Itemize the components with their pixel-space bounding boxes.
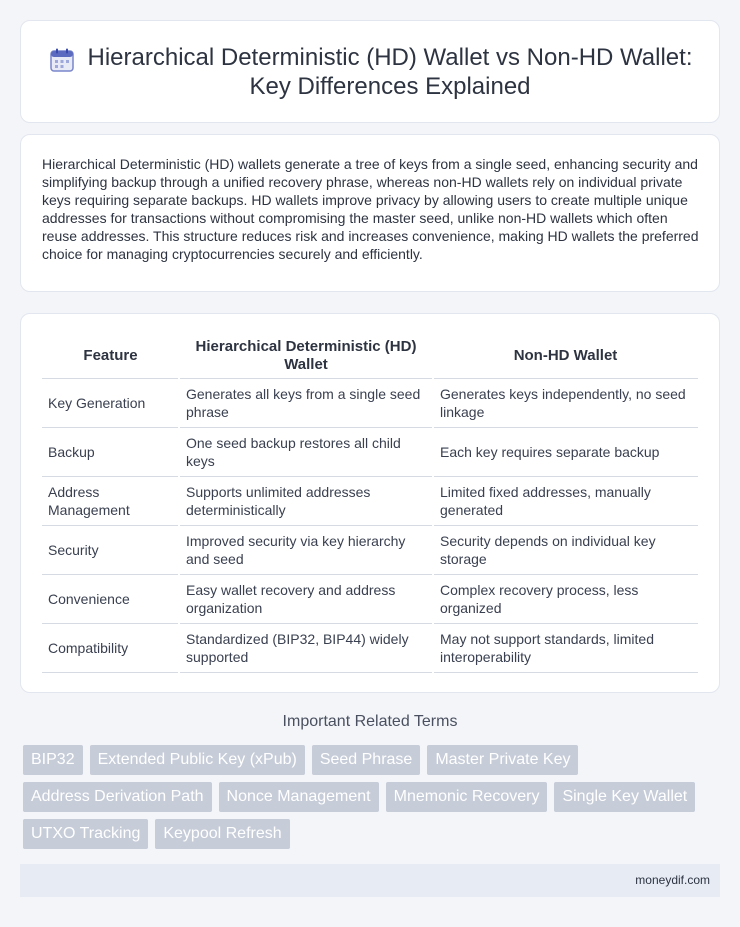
hd-wallet-cell: Standardized (BIP32, BIP44) widely supported — [179, 624, 433, 673]
non-hd-wallet-cell: Limited fixed addresses, manually generated — [433, 477, 698, 526]
related-term-tag[interactable]: Master Private Key — [427, 745, 578, 775]
related-terms-heading: Important Related Terms — [282, 713, 458, 730]
column-header-hd-wallet: Hierarchical Deterministic (HD) Wallet — [179, 334, 433, 379]
feature-cell: Compatibility — [42, 624, 179, 673]
footer — [20, 864, 720, 897]
related-term-tag[interactable]: Nonce Management — [219, 782, 379, 812]
table-row — [42, 428, 698, 477]
feature-cell: Backup — [42, 428, 179, 477]
table-row — [42, 575, 698, 624]
related-term-tag[interactable]: Mnemonic Recovery — [386, 782, 548, 812]
related-term-tag[interactable]: BIP32 — [23, 745, 83, 775]
page-title: Hierarchical Deterministic (HD) Wallet vs Non-HD Wallet: Key Differences Explained — [87, 43, 693, 100]
related-term-tag[interactable]: Single Key Wallet — [554, 782, 695, 812]
non-hd-wallet-cell: Each key requires separate backup — [433, 428, 698, 477]
header-card — [20, 20, 720, 123]
hd-wallet-cell: One seed backup restores all child keys — [179, 428, 433, 477]
column-header-non-hd-wallet: Non-HD Wallet — [433, 334, 698, 379]
hd-wallet-cell: Improved security via key hierarchy and seed — [179, 526, 433, 575]
feature-cell: Key Generation — [42, 379, 179, 428]
related-term-tag[interactable]: UTXO Tracking — [23, 819, 148, 849]
related-term-tag[interactable]: Extended Public Key (xPub) — [90, 745, 305, 775]
intro-card — [20, 134, 720, 292]
non-hd-wallet-cell: Security depends on individual key storage — [433, 526, 698, 575]
table-row — [42, 624, 698, 673]
table-row — [42, 477, 698, 526]
non-hd-wallet-cell: Generates keys independently, no seed linkage — [433, 379, 698, 428]
table-row — [42, 379, 698, 428]
intro-paragraph: Hierarchical Deterministic (HD) wallets generate a tree of keys from a single seed, enhancing security and simplifying backup through a unified recovery phrase, whereas non-HD wallets rely on individual private keys requiring separate backups. HD wallets improve privacy by allowing users to create multiple unique addresses for transactions without compromising the master seed, unlike non-HD wallets which often reuse addresses. This structure reduces risk and increases convenience, making HD wallets the preferred choice for managing cryptocurrencies securely and efficiently. — [42, 156, 699, 262]
related-term-tag[interactable]: Address Derivation Path — [23, 782, 212, 812]
table-header-row — [42, 334, 698, 379]
non-hd-wallet-cell: May not support standards, limited interoperability — [433, 624, 698, 673]
hd-wallet-cell: Easy wallet recovery and address organization — [179, 575, 433, 624]
table-row — [42, 526, 698, 575]
column-header-feature: Feature — [42, 334, 179, 379]
feature-cell: Address Management — [42, 477, 179, 526]
hd-wallet-cell: Generates all keys from a single seed phrase — [179, 379, 433, 428]
related-terms-list — [23, 745, 713, 849]
comparison-card — [20, 313, 720, 693]
comparison-table — [42, 334, 698, 673]
site-name[interactable]: moneydif.com — [635, 873, 710, 887]
feature-cell: Convenience — [42, 575, 179, 624]
related-term-tag[interactable]: Seed Phrase — [312, 745, 421, 775]
non-hd-wallet-cell: Complex recovery process, less organized — [433, 575, 698, 624]
feature-cell: Security — [42, 526, 179, 575]
hd-wallet-cell: Supports unlimited addresses deterministically — [179, 477, 433, 526]
related-term-tag[interactable]: Keypool Refresh — [155, 819, 289, 849]
